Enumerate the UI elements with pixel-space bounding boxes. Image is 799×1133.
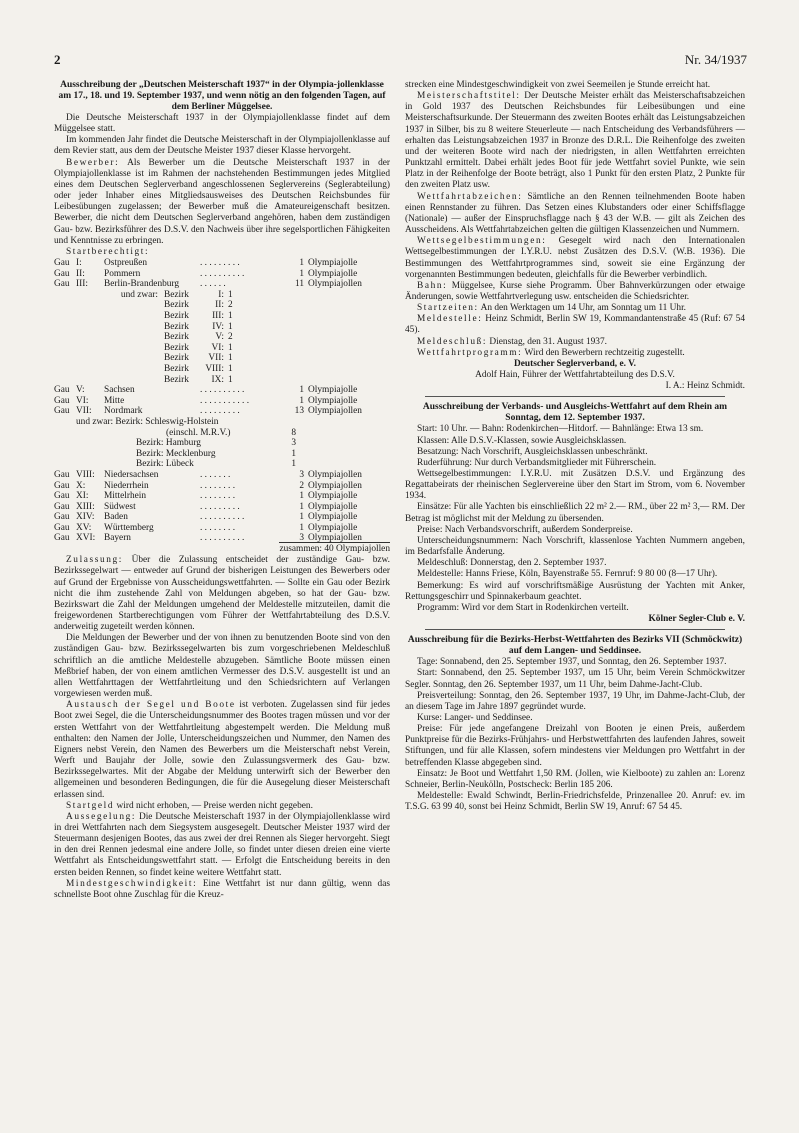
cell-num: I: [76,258,82,269]
cell-cls: Olympiajollen [308,533,362,544]
cell-cls: Olympiajolle [308,512,358,523]
cell-count: 1 [299,258,304,269]
cell-gau: Gau [54,491,70,502]
paragraph: Ruderführung: Nur durch Verbandsmitglieder mit Führerschein. [417,457,657,468]
paragraph: Start: Sonnabend, den 25. September 1937, um 15 Uhr, beim Verein Schmöckwitzer Segler. Sonntag, den 26. September 1937, um 11 Uhr, beim Dahme-Jacht-Club. [405,668,745,690]
table-row: und zwar: Bezirk: Schleswig-Holstein [76,416,219,427]
table-cell: Bezirk: Lübeck [136,459,194,470]
table-cell [54,343,164,354]
table-row [54,364,390,375]
table-cell: Bezirk [164,289,189,300]
cell-cls: Olympiajollen [308,279,362,290]
cell-num: VI: [76,395,89,406]
table-cell: Bezirk [164,342,189,353]
cell-gau: Gau [54,268,70,279]
table-cell: 1 [228,353,233,364]
paragraph: Einsatz: Je Boot und Wettfahrt 1,50 RM. (Jollen, wie Kielboote) zu zahlen an: Lorenz Schneier, Berlin-Neukölln, Postscheck: Berlin 185 206. [405,768,745,790]
paragraph: Preisverteilung: Sonntag, den 26. September 1937, 19 Uhr, im Dahme-Jacht-Club, der an diesem Tage im Jahre 1897 gegründet wurde. [405,690,745,712]
cell-num: II: [76,268,85,279]
paragraph: strecken eine Mindestgeschwindigkeit von zwei Seemeilen je Stunde erreicht hat. [405,80,711,90]
table-cell: IV: [212,321,224,332]
table-cell: 2 [228,332,233,343]
paragraph: Aussegelung: Die Deutsche Meisterschaft 1937 in der Olympiajollenklasse wird in drei Wettfahrten nach dem Siegsystem ausgesegelt. Deutscher Meister 1937 wird der Steuermann desjenigen Bootes, das aus zwei der drei Rennen als Sieger hervorgeht. Siegt in den drei Rennen jedesmal eine andere Jolle, so findet unter diesen dreien eine vierte Wettfahrt als Entscheidungswettfahrt statt. — Erfolgt die Entscheidung bereits in den ersten beiden Rennen, so findet keine weitere Wettfahrt statt. [54,811,390,878]
table-cell: Bezirk [164,363,189,374]
paragraph: Mindestgeschwindigkeit: Eine Wettfahrt ist nur dann gültig, wenn das schnellste Boot ohne Zuschlag für die Kreuz- [54,878,390,900]
paragraph: Startzeiten: An den Werktagen um 14 Uhr, am Sonntag um 11 Uhr. [417,303,687,314]
paragraph: Startgeld wird nicht erhoben, — Preise werden nicht gegeben. [66,800,313,811]
cell-name: Pommern [104,268,141,279]
article-title: Ausschreibung für die Bezirks-Herbst-Wettfahrten des Bezirks VII (Schmöckwitz) auf dem Langen- und Seddinsee. [407,635,743,657]
cell-dots: . . . . . . . . . . . [200,395,250,406]
article-title: Ausschreibung der Verbands- und Ausgleichs-Wettfahrt auf dem Rhein am Sonntag, dem 12. September 1937. [422,402,728,424]
cell-count: 1 [299,491,304,502]
table-cell: 2 [228,300,233,311]
table-cell [54,364,164,375]
cell-gau: Gau [54,501,70,512]
table-cell: Bezirk [164,374,189,385]
cell-num: VIII: [76,469,95,480]
bezirk-table [54,290,390,385]
signature-ia: I. A.: Heinz Schmidt. [665,381,745,392]
paragraph: Wettsegelbestimmungen: I.Y.R.U. mit Zusätzen D.S.V. und Ergänzung des Regattabeirats der rheinischen Seglervereine über den Start im Strom, vom 6. November 1934. [405,469,745,502]
cell-dots: . . . . . . . . . . [200,385,245,396]
cell-name: Mitte [104,395,125,406]
cell-num: VII: [76,406,92,417]
cell-dots: . . . . . . . . . [200,258,240,269]
paragraph: Wettsegelbestimmungen: Gesegelt wird nach den Internationalen Wettsegelbestimmungen der I.Y.R.U. nebst Zusätzen des D.S.V. (W.B. 1936). Die Bestimmungen des Wettfahrtprogrammes sind, soweit sie eine Ergänzung der vorgenannten Bestimmungen bedeuten, gleichfalls für die Bewerber verbindlich. [405,236,745,280]
cell-num: III: [76,279,88,290]
cell-name: Bayern [104,533,131,544]
page-number: 2 [54,52,61,67]
cell-num: XI: [76,491,89,502]
cell-dots: . . . . . . [200,279,226,290]
term: Startberechtigt: [66,246,150,257]
table-row [54,491,390,502]
paragraph: Meldestelle: Heinz Schmidt, Berlin SW 19, Kommandantenstraße 45 (Ruf: 67 54 45). [405,314,745,336]
table-row [54,396,390,407]
cell-num: V: [76,385,85,396]
cell-gau: Gau [54,406,70,417]
table-cell: Bezirk [164,311,189,321]
table-row [54,375,390,386]
table-cell: V: [215,332,224,343]
cell-name: Nordmark [104,406,143,417]
cell-num: XV: [76,522,92,533]
paragraph: Meldeschluß: Donnerstag, den 2. September 1937. [417,558,607,569]
cell-name: Baden [104,512,128,523]
table-cell: 1 [228,321,233,332]
table-cell [54,375,164,386]
table-row: (einschl. M.R.V.) 8 [166,427,296,438]
paragraph: Programm: Wird vor dem Start in Rodenkirchen verteilt. [417,602,629,613]
cell-name: Sachsen [104,385,135,396]
table-cell [54,332,164,343]
cell-name: Württemberg [104,522,154,533]
table-cell [54,353,164,364]
table-row [54,481,390,492]
paragraph: Meldestelle: Ewald Schwindt, Berlin-Friedrichsfelde, Prinzenallee 20. Anruf: ev. im T.S.G. 63 99 40, sonst bei Heinz Schmidt, Berlin SW 19, Anruf: 67 54 45. [405,791,745,813]
table-cell [54,449,76,460]
cell-name: Mittelrhein [104,491,147,502]
cell-count: 13 [294,406,304,417]
cell-count: 1 [299,385,304,396]
table-cell [54,322,164,333]
paragraph: Klassen: Alle D.S.V.-Klassen, sowie Ausgleichsklassen. [417,435,627,446]
paragraph: Bahn: Müggelsee, Kurse siehe Programm. Über Bahnverkürzungen oder etwaige Änderungen, sowie Wettfahrtverlegung usw. entscheiden die Schiedsrichter. [405,280,745,302]
table-cell: Bezirk [164,321,189,332]
table-cell: Bezirk [164,332,189,343]
table-cell: 1 [228,311,233,321]
total: zusammen: 40 Olympiajollen [279,544,390,555]
start-table [54,258,390,290]
paragraph: Meldestelle: Hanns Friese, Köln, Bayenstraße 55. Fernruf: 9 80 00 (8—17 Uhr). [417,569,718,580]
paragraph: Bemerkung: Es wird auf vorschriftsmäßige Ausrüstung der Yachten mit Anker, Rettungsgeschirr und Spinnakerbaum geachtet. [405,580,745,602]
table-row [54,502,390,513]
table-cell [54,438,76,449]
divider [425,396,725,397]
paragraph: Austausch der Segel und Boote ist verboten. Zugelassen sind für jedes Boot zwei Segel, die die Unterscheidungsnummer des Bootes tragen müssen und vor der ersten Wettfahrt von der Wettfahrtleitung abgestempelt werden. Die Meldung muß enthalten: den Namen der Jolle, Unterscheidungszeichen und Nummer, den Namen des Eigners nebst Verein, den Namen des Bewerbers um die Meisterschaft nebst Verein, Werft und Baujahr der Jolle, sowie den Zulassungsvermerk des Gau- bzw. Bezirkssegelwartes. Mit der Abgabe der Meldung unterwirft sich der Bewerber den allgemeinen und besonderen Bedingungen, die für die Ausegelung dieser Meisterschaft erlassen sind. [54,700,390,800]
table-row [54,279,390,290]
table-cell: 1 [228,342,233,353]
cell-num: XVI: [76,533,96,544]
cell-gau: Gau [54,522,70,533]
paragraph: Preise: Nach Verbandsvorschrift, außerdem Sonderpreise. [417,524,633,535]
table-cell: Bezirk [164,353,189,364]
cell-dots: . . . . . . . . . [200,406,240,417]
table-row [54,523,390,534]
table-cell: III: [212,311,224,321]
cell-gau: Gau [54,395,70,406]
cell-dots: . . . . . . . . . [200,501,240,512]
cell-num: XIII: [76,501,95,512]
cell-dots: . . . . . . . . . . [200,512,245,523]
cell-gau: Gau [54,279,70,290]
paragraph: Besatzung: Nach Vorschrift, Ausgleichsklassen unbeschränkt. [417,446,648,457]
right-column [405,80,745,813]
term: Bewerber: [66,157,120,168]
table-cell: VI: [211,342,224,353]
table-cell: 1 [228,363,233,374]
bezirk-table [54,417,390,470]
table-row [54,322,390,333]
cell-count: 1 [299,501,304,512]
table-cell: 1 [291,459,296,470]
cell-cls: Olympiajolle [308,385,358,396]
table-cell: VII: [208,353,224,364]
cell-count: 2 [299,480,304,491]
table-row [54,438,390,449]
paragraph: Die Meldungen der Bewerber und der von ihnen zu benutzenden Boote sind von den zuständigen Gau- bzw. Bezirkssegelwarten bis zum vorgeschriebenen Meldeschluß schriftlich an die amtliche Meldestelle abzugeben. Sämtliche Boote müssen einen Meßbrief haben, der von einem amtlichen Vermesser des D.S.V. ausgestellt ist und an allen Wettfahrttagen der Wettfahrtleitung und den Schiedsrichtern auf Verlangen vorgewiesen werden muß. [54,633,390,700]
table-row [54,258,390,269]
signature-org: Deutscher Seglerverband, e. V. [514,358,636,369]
table-row [54,311,390,322]
cell-cls: Olympiajolle [308,491,358,502]
cell-cls: Olympiajollen [308,469,362,480]
cell-count: 3 [299,533,304,544]
cell-count: 1 [299,522,304,533]
table-row [54,385,390,396]
cell-dots: . . . . . . . . [200,480,236,491]
paragraph [54,247,390,258]
cell-cls: Olympiajollen [308,406,362,417]
cell-count: 11 [295,279,304,290]
cell-num: XIV: [76,512,95,523]
table-cell: und zwar: [120,289,158,300]
cell-cls: Olympiajolle [308,522,358,533]
paragraph: Preise: Für jede angefangene Dreizahl von Booten je einen Preis, außerdem Punktpreise für die Bezirks-Frühjahrs- und Herbstwettfahrten des laufenden Jahres, soweit Stiftungen, und für alle Klassen, sofern mindestens vier Meldungen pro Wettfahrt in der betreffenden Klasse abgegeben sind. [405,724,745,768]
table-row [54,332,390,343]
table-row [54,343,390,354]
cell-count: 1 [299,512,304,523]
cell-dots: . . . . . . . . . . [200,268,245,279]
table-cell: Bezirk: Hamburg [136,438,201,449]
table-cell: 1 [291,448,296,459]
table-row [54,353,390,364]
table-cell [54,459,76,470]
start-table [54,385,390,417]
table-row [54,470,390,481]
paragraph: Meldeschluß: Dienstag, den 31. August 1937. [417,336,607,347]
table-cell [54,300,164,311]
signature-name: Adolf Hain, Führer der Wettfahrtabteilung des D.S.V. [475,370,675,381]
paragraph: Wettfahrtabzeichen: Sämtliche an den Rennen teilnehmenden Boote haben einen Rennstander zu führen. Das Setzen eines Klubstanders oder einer Schiffsflagge (Nationale) — außer der Einspruchsflagge nach § 43 der W.B. — gilt als Zeichen des Ausscheidens. Als Wettfahrtabzeichen gelten die gültigen Klassenzeichen und Nummern. [405,191,745,236]
paragraph: Bewerber: Als Bewerber um die Deutsche Meisterschaft 1937 in der Olympiajollenklasse ist im Rahmen der nachstehenden Bestimmungen jedes Mitglied eines dem Deutschen Seglerverband angeschlossenen Seglervereins (Seglerabteilung) oder jeder Inhaber eines Mitgliedsausweises des Deutschen Reichsbundes für Leibesübungen zugelassen; der Bewerber muß die Amateureigenschaft besitzen. Bewerber, die nicht dem Deutschen Seglerverband angehören, haben dem zuständigen Gau- bzw. Bezirksführer des D.S.V. den Nachweis über ihre segelsportlichen Fähigkeiten und Kenntnisse zu erbringen. [54,157,390,246]
table-cell: IX: [211,374,224,385]
table-cell: I: [218,289,224,300]
cell-dots: . . . . . . . . [200,522,236,533]
cell-name: Niedersachsen [104,469,159,480]
cell-gau: Gau [54,258,70,269]
cell-name: Ostpreußen [104,258,148,269]
table-row [54,512,390,523]
cell-gau: Gau [54,385,70,396]
cell-gau: Gau [54,512,70,523]
table-row [54,459,390,470]
table-row [54,406,390,417]
table-cell: Bezirk [164,300,189,311]
signature-org: Kölner Segler-Club e. V. [648,614,745,625]
paragraph: Im kommenden Jahr findet die Deutsche Meisterschaft in der Olympiajollenklasse auf dem Revier statt, aus dem der Deutsche Meister 1937 dieser Klasse hervorgeht. [54,135,390,157]
cell-name: Niederrhein [104,480,149,491]
cell-cls: Olympiajollen [308,480,362,491]
table-cell: VIII: [205,363,224,374]
cell-count: 1 [299,395,304,406]
paragraph: Tage: Sonnabend, den 25. September 1937, und Sonntag, den 26. September 1937. [417,657,727,668]
cell-cls: Olympiajolle [308,395,358,406]
start-table [54,470,390,544]
cell-count: 1 [299,268,304,279]
cell-count: 3 [299,469,304,480]
paragraph: Meisterschaftstitel: Der Deutsche Meister erhält das Meisterschaftsabzeichen in Gold 1937 des Deutschen Reichsbundes für Leibesübungen und eine Meisterschaftsurkunde. Der Steuermann des zweiten Bootes erhält das Leistungsabzeichen 1937 in Silber, bis zu 8 weitere Steuerleute — nach Entscheidung des Verbandsführers — erhalten das Leistungsabzeichen 1937 in Bronze des D.R.L. Die Reihenfolge des zweiten und der weiteren Boote wird nach der niedrigsten, in allen Wettfahrten erreichten Punktzahl ermittelt. Dabei erhält jedes Boot für jede Wettfahrt soviel Punkte, wie sein Platz in der Reihenfolge der Boote beträgt, also 1 Punkt für den ersten Platz, 2 Punkte für den zweiten Platz usw. [405,91,745,191]
table-cell: 1 [228,374,233,385]
table-row [54,290,390,301]
paragraph: Unterscheidungsnummern: Nach Vorschrift, klassenlose Yachten Nummern angeben, im Bedarfsfalle Änderung. [405,535,745,558]
paragraph: Wettfahrtprogramm: Wird den Bewerbern rechtzeitig zugestellt. [417,347,685,358]
issue-number: Nr. 34/1937 [684,52,747,67]
paragraph: Einsätze: Für alle Yachten bis einschließlich 22 m² 2.— RM., über 22 m² 3,— RM. Der Betrag ist möglichst mit der Meldung zu übersenden. [405,502,745,524]
cell-gau: Gau [54,469,70,480]
cell-name: Berlin-Brandenburg [104,279,180,290]
table-cell: Bezirk: Mecklenburg [136,448,216,459]
left-column [54,80,390,901]
paragraph: Kurse: Langer- und Seddinsee. [417,712,533,723]
cell-name: Südwest [104,501,136,512]
paragraph: Die Deutsche Meisterschaft 1937 in der Olympiajollenklasse findet auf dem Müggelsee statt. [54,113,390,135]
table-cell: II: [215,300,224,311]
article-title: Ausschreibung der „Deutschen Meisterschaft 1937“ in der Olympia-jollenklasse am 17., 18. und 19. September 1937, und wenn nötig an den folgenden Tagen, auf dem Berliner Müggelsee. [58,80,386,112]
cell-cls: Olympiajolle [308,268,358,279]
table-cell: 1 [228,289,233,300]
table-cell: 3 [291,438,296,449]
cell-cls: Olympiajolle [308,258,358,269]
cell-dots: . . . . . . . . . . [200,533,245,544]
table-row [54,449,390,460]
table-row [54,300,390,311]
cell-dots: . . . . . . . . [200,491,236,502]
divider [425,629,725,630]
table-row [54,269,390,280]
table-cell [54,311,164,322]
cell-dots: . . . . . . . [200,469,231,480]
paragraph: Zulassung: Über die Zulassung entscheidet der zuständige Gau- bzw. Bezirkssegelwart — entweder auf Grund der bisherigen Leistungen des Bewerbers oder auf Grund der Ergebnisse von Ausscheidungswettfahrten. — Sollte ein Gau oder Bezirk nicht die ihm zustehende Zahl von Meldungen abgeben, so hat der Gau- bzw. Bezirkswart die Zahl der Meldungen umgehend der Meldestelle mitzuteilen, damit die freigewordenen Startberechtigungen vom Führer der Wettfahrtabteilung des D.S.V. anderweitig zugeteilt werden können. [54,555,390,633]
cell-cls: Olympiajolle [308,501,358,512]
paragraph: Start: 10 Uhr. — Bahn: Rodenkirchen—Hitdorf. — Bahnlänge: Etwa 13 sm. [417,424,704,435]
cell-num: X: [76,480,86,491]
cell-gau: Gau [54,480,70,491]
cell-gau: Gau [54,533,70,544]
